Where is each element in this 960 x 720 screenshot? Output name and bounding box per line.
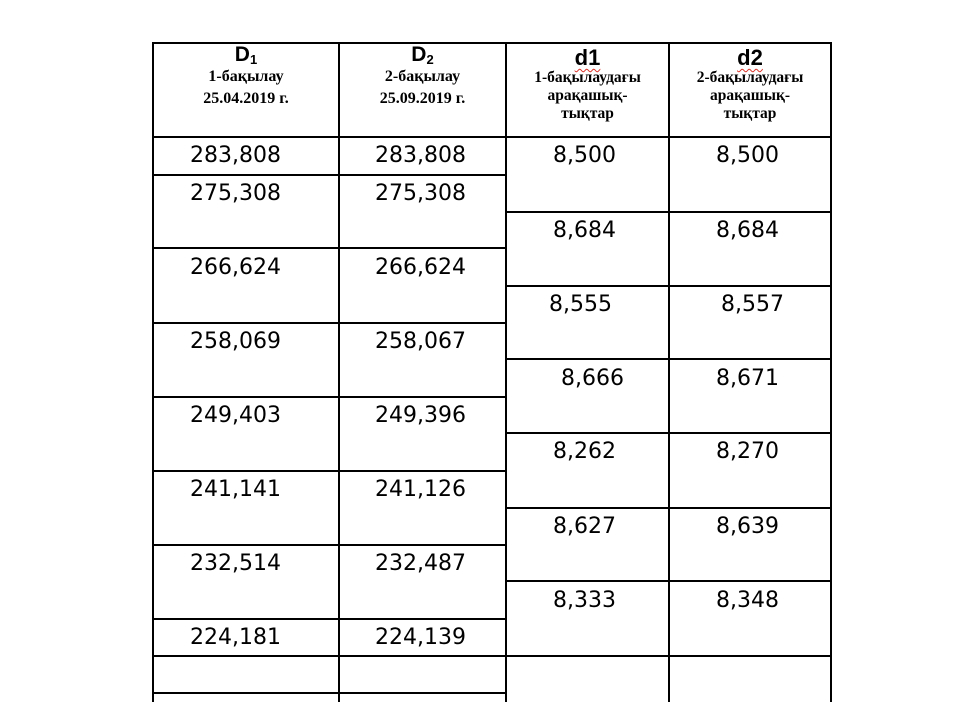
header-symbol: d2 [737, 45, 763, 70]
table-cell-D1: 258,069 [190, 329, 281, 354]
table-cell-D2: 266,624 [375, 255, 466, 280]
right-row-line [505, 655, 832, 657]
table-cell-D2: 275,308 [375, 181, 466, 206]
table-cell-d2: 8,348 [716, 588, 779, 613]
left-row-line [152, 174, 507, 176]
left-row-line [152, 322, 507, 324]
table-cell-d2: 8,684 [716, 218, 779, 243]
table-cell-d1: 8,555 [549, 292, 612, 317]
left-row-line [152, 618, 507, 620]
table-cell-d1: 8,627 [553, 514, 616, 539]
header-label: 1-бақылаудағы [534, 69, 641, 86]
header-label: 1-бақылау [208, 68, 284, 85]
table-cell-D1: 283,808 [190, 143, 281, 168]
header-date: 25.09.2019 г. [379, 90, 466, 107]
header-label: тықтар [723, 105, 777, 122]
table-cell-d2: 8,671 [716, 366, 779, 391]
table-cell-D2: 258,067 [375, 329, 466, 354]
header-symbol: $D_1$ [234, 43, 258, 67]
header-cell-D2 [340, 44, 505, 110]
header-symbol: d1 [574, 45, 601, 70]
col-divider-1 [338, 42, 340, 702]
right-row-line [505, 580, 832, 582]
left-row-line [152, 470, 507, 472]
table-cell-d2: 8,500 [716, 143, 779, 168]
header-label: 2-бақылау [384, 68, 461, 85]
col-divider-3 [668, 42, 670, 702]
table-cell-d1: 8,684 [553, 218, 616, 243]
header-cell-D1 [154, 44, 338, 110]
table-cell-D2: 241,126 [375, 477, 466, 502]
left-row-line [152, 655, 507, 657]
table-cell-D1: 275,308 [190, 181, 281, 206]
left-row-line [152, 692, 507, 694]
table-cell-d1: 8,262 [553, 439, 616, 464]
table-cell-D1: 249,403 [190, 403, 281, 428]
table-cell-D2: 249,396 [375, 403, 466, 428]
table-cell-d1: 8,500 [553, 143, 616, 168]
table-cell-D2: 283,808 [375, 143, 466, 168]
table-cell-d2: 8,270 [716, 439, 779, 464]
header-cell-d1 [507, 47, 668, 123]
table-border-left [152, 42, 154, 702]
table-cell-d2: 8,557 [721, 292, 784, 317]
header-bottom-line [152, 136, 832, 138]
table-cell-d2: 8,639 [716, 514, 779, 539]
left-row-line [152, 247, 507, 249]
table-cell-D1: 266,624 [190, 255, 281, 280]
table-cell-d1: 8,333 [553, 588, 616, 613]
table-cell-D1: 224,181 [190, 625, 281, 650]
header-label: тықтар [561, 105, 614, 122]
table-cell-d1: 8,666 [561, 366, 624, 391]
table-border-right [830, 42, 832, 702]
table-cell-D1: 232,514 [190, 551, 281, 576]
table-cell-D2: 232,487 [375, 551, 466, 576]
header-label: арақашық- [709, 87, 791, 104]
right-row-line [505, 432, 832, 434]
header-label: 2-бақылаудағы [696, 69, 804, 86]
right-row-line [505, 507, 832, 509]
header-cell-d2 [670, 47, 830, 123]
header-label: арақашық- [547, 87, 628, 104]
col-divider-2 [505, 42, 507, 702]
header-symbol: $D_2$ [411, 43, 434, 67]
right-row-line [505, 285, 832, 287]
left-row-line [152, 544, 507, 546]
right-row-line [505, 358, 832, 360]
header-date: 25.04.2019 г. [203, 90, 289, 107]
table-cell-D1: 241,141 [190, 477, 281, 502]
right-row-line [505, 211, 832, 213]
left-row-line [152, 396, 507, 398]
table-cell-D2: 224,139 [375, 625, 466, 650]
